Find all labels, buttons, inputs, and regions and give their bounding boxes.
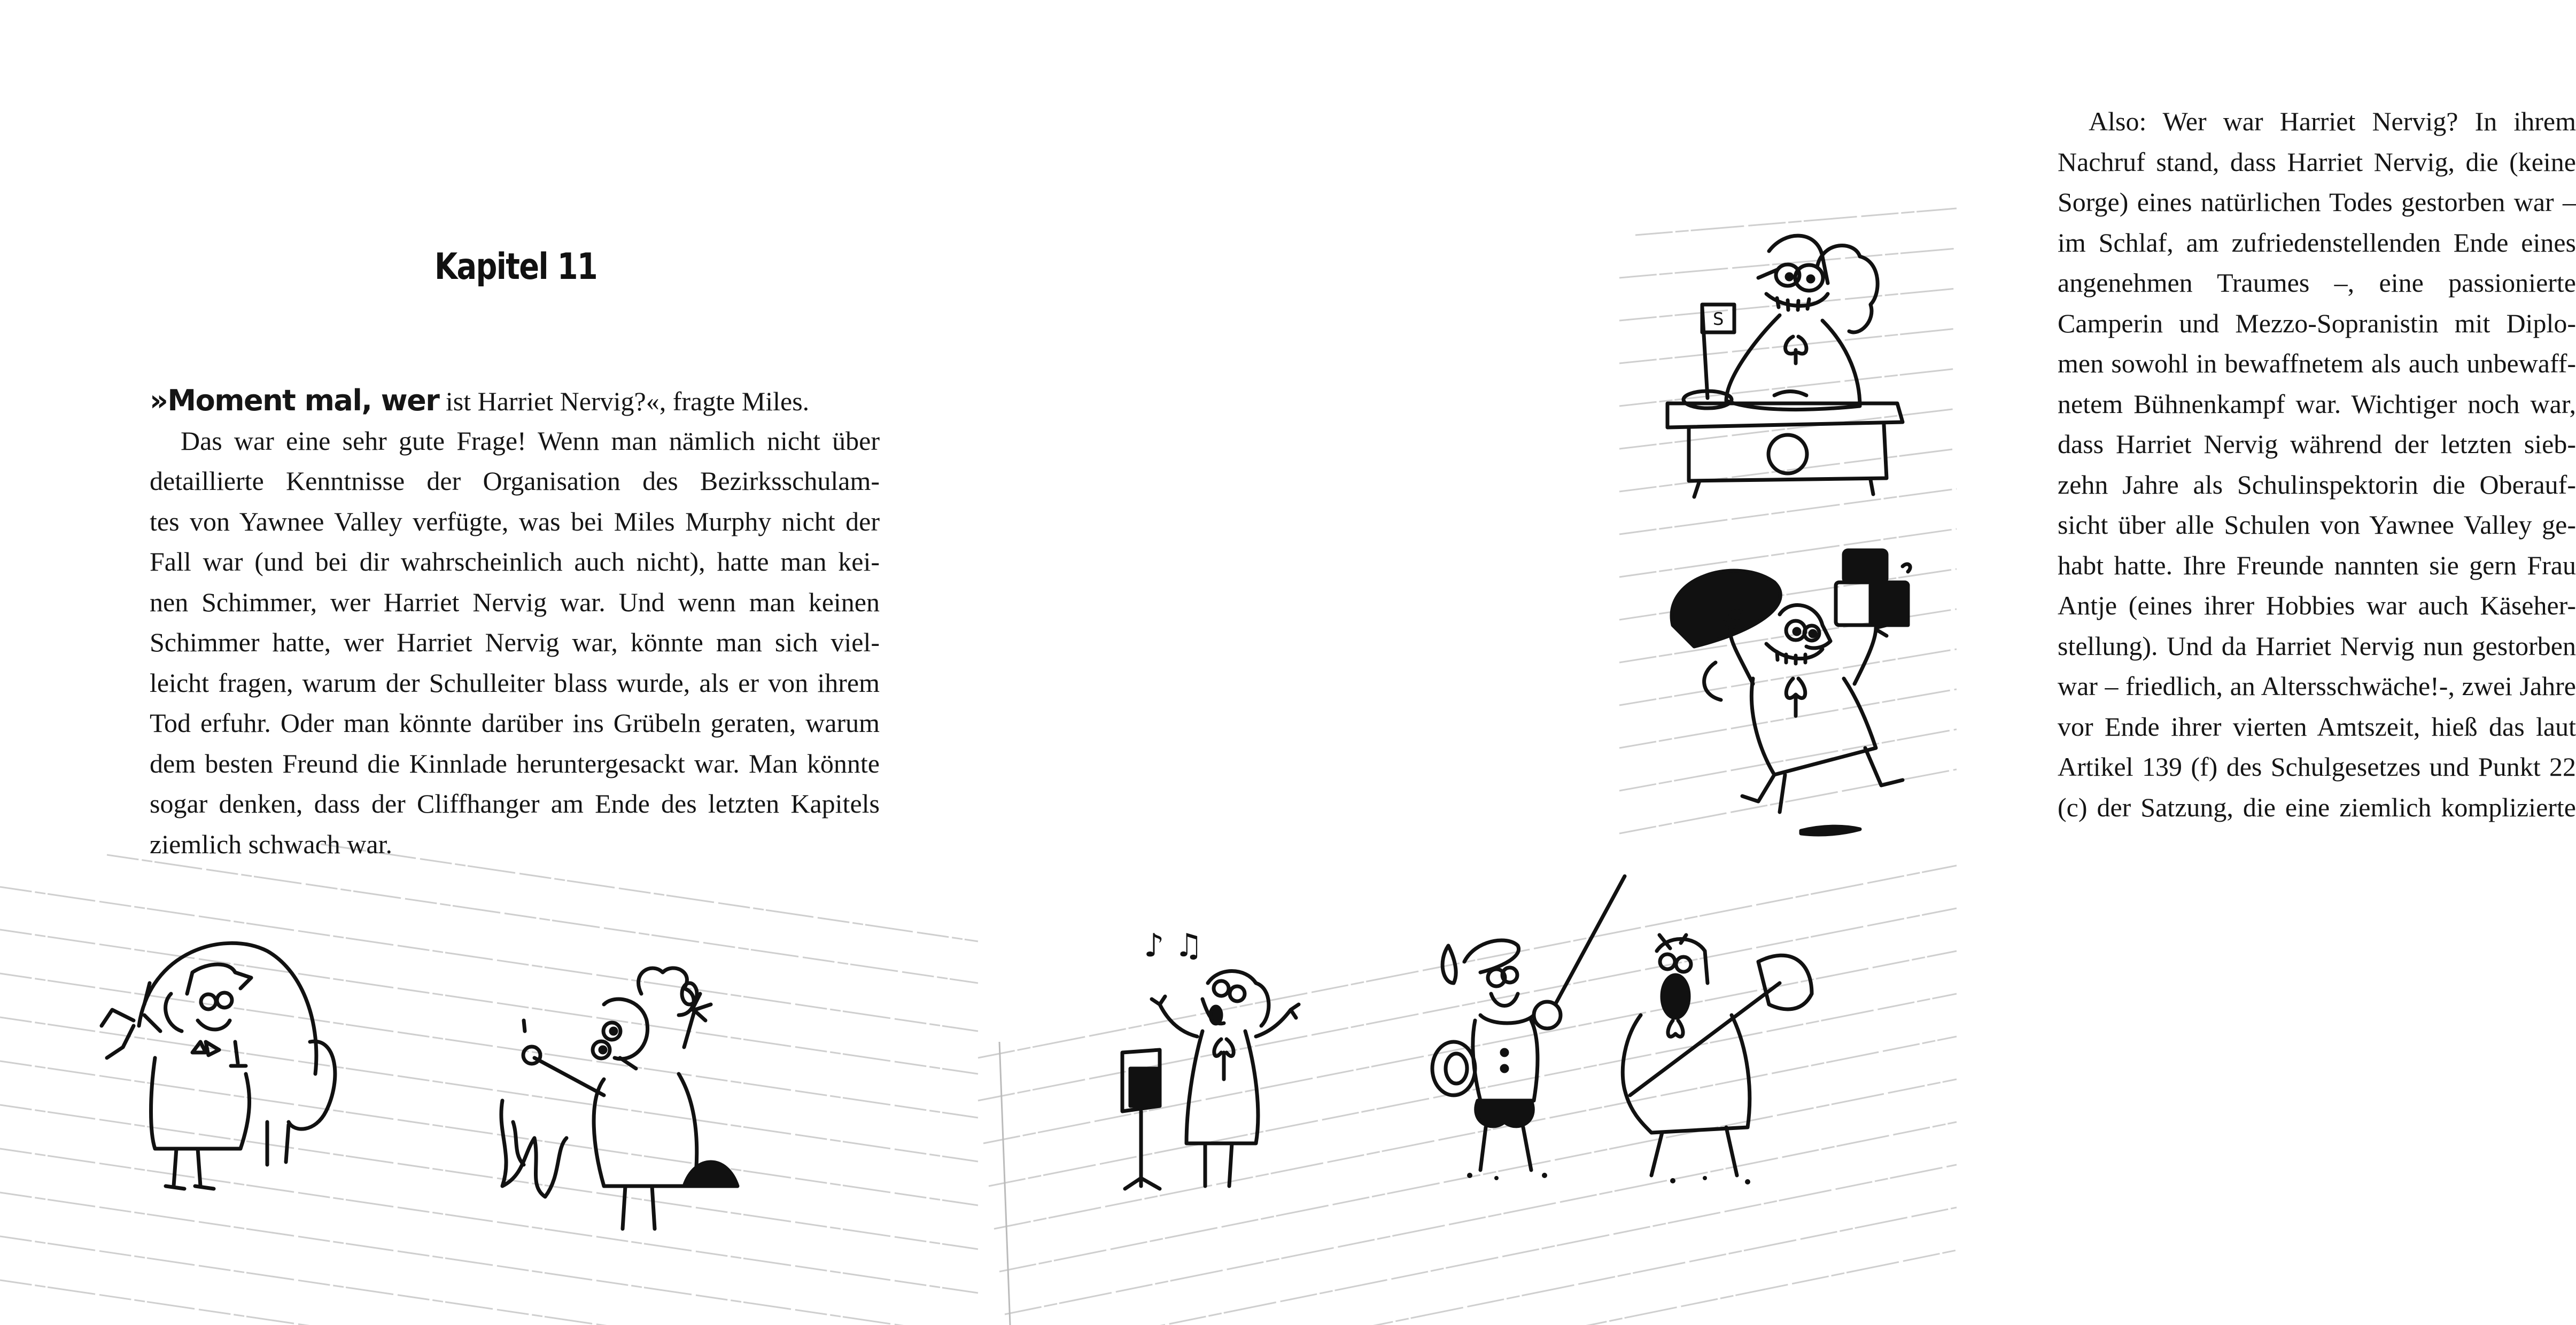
text-line: (c) der Satzung, die eine ziemlich komplizierte: [2058, 792, 2576, 822]
text-line: stellung). Und da Harriet Nervig nun gestorben: [2058, 630, 2576, 661]
illustration-campfire-marshmallow: [481, 962, 812, 1240]
text-line: Also: Wer war Harriet Nervig? In ihrem: [2089, 106, 2576, 136]
text-line: Nachruf stand, dass Harriet Nervig, die (keine: [2058, 146, 2576, 177]
text-line: netem Bühnenkampf war. Wichtiger noch war,: [2058, 388, 2576, 419]
opening-line: [150, 380, 880, 421]
text-line: angenehmen Traumes –, eine passionierte: [2058, 268, 2576, 298]
text-line: zehn Jahre als Schulinspektorin die Oberauf-: [2058, 469, 2576, 500]
illustration-inspector-at-desk: [1646, 219, 1935, 497]
text-line: detaillierte Kenntnisse der Organisation des Bezirksschulam-: [150, 466, 880, 496]
text-line: im Schlaf, am zufriedenstellenden Ende eines: [2058, 227, 2576, 258]
text-line: Artikel 139 (f) des Schulgesetzes und Punkt 22: [2058, 752, 2576, 782]
text-line: sogar denken, dass der Cliffhanger am Ende des letzten Kapitels: [150, 789, 880, 819]
text-line: Schimmer hatte, wer Harriet Nervig war, könnte man sich viel-: [150, 627, 880, 657]
text-line: Camperin und Mezzo-Sopranistin mit Diplo-: [2058, 308, 2576, 338]
text-line: dass Harriet Nervig während der letzten sieb-: [2058, 429, 2576, 459]
text-line: nen Schimmer, wer Harriet Nervig war. Und wenn man keinen: [150, 587, 880, 617]
text-line: Sorge) eines natürlichen Todes gestorben war –: [2058, 187, 2576, 217]
text-line: habt hatte. Ihre Freunde nannten sie gern Frau: [2058, 550, 2576, 580]
illustration-singer: [1101, 908, 1357, 1207]
illustration-cheese-juggler: [1651, 534, 1951, 844]
opening-lead-bold: »Moment mal, wer: [150, 384, 439, 417]
opening-lead-rest: ist Harriet Nervig?«, fragte Miles.: [439, 386, 810, 416]
text-line: vor Ende ihrer vierten Amtszeit, hieß das laut: [2058, 711, 2576, 742]
text-line: sicht über alle Schulen von Yawnee Valley ge-: [2058, 510, 2576, 540]
desk-flag-label: S: [1713, 309, 1724, 329]
left-body-text: [150, 380, 880, 864]
text-line: tes von Yawnee Valley verfügte, was bei Miles Murphy nicht der: [150, 506, 880, 536]
text-line: Tod erfuhr. Oder man könnte darüber ins Grübeln geraten, warum: [150, 708, 880, 738]
text-line: men sowohl in bewaffnetem als auch unbewaff-: [2058, 348, 2576, 378]
left-page: [0, 0, 978, 1325]
right-page: [978, 0, 2576, 1325]
illustration-stage-combat: [1416, 855, 1887, 1186]
text-line: Antje (eines ihrer Hobbies war auch Käseher-: [2058, 590, 2576, 620]
text-line: war – friedlich, an Altersschwäche!-, zwei Jahre: [2058, 671, 2576, 701]
text-line: dem besten Freund die Kinnlade heruntergesackt war. Man könnte: [150, 748, 880, 778]
text-line: Das war eine sehr gute Frage! Wenn man nämlich nicht über: [181, 425, 880, 456]
text-line: ziemlich schwach war.: [150, 829, 392, 859]
music-notes-icon: ♪ ♫: [1144, 927, 1204, 964]
chapter-title: Kapitel 11: [434, 246, 598, 288]
text-line: leicht fragen, warum der Schulleiter blass wurde, als er von ihrem: [150, 667, 880, 698]
text-line: Fall war (und bei dir wahrscheinlich auch nicht), hatte man kei-: [150, 547, 880, 576]
right-body-text: [2058, 102, 2576, 828]
illustration-camper-with-pack: [91, 919, 412, 1197]
